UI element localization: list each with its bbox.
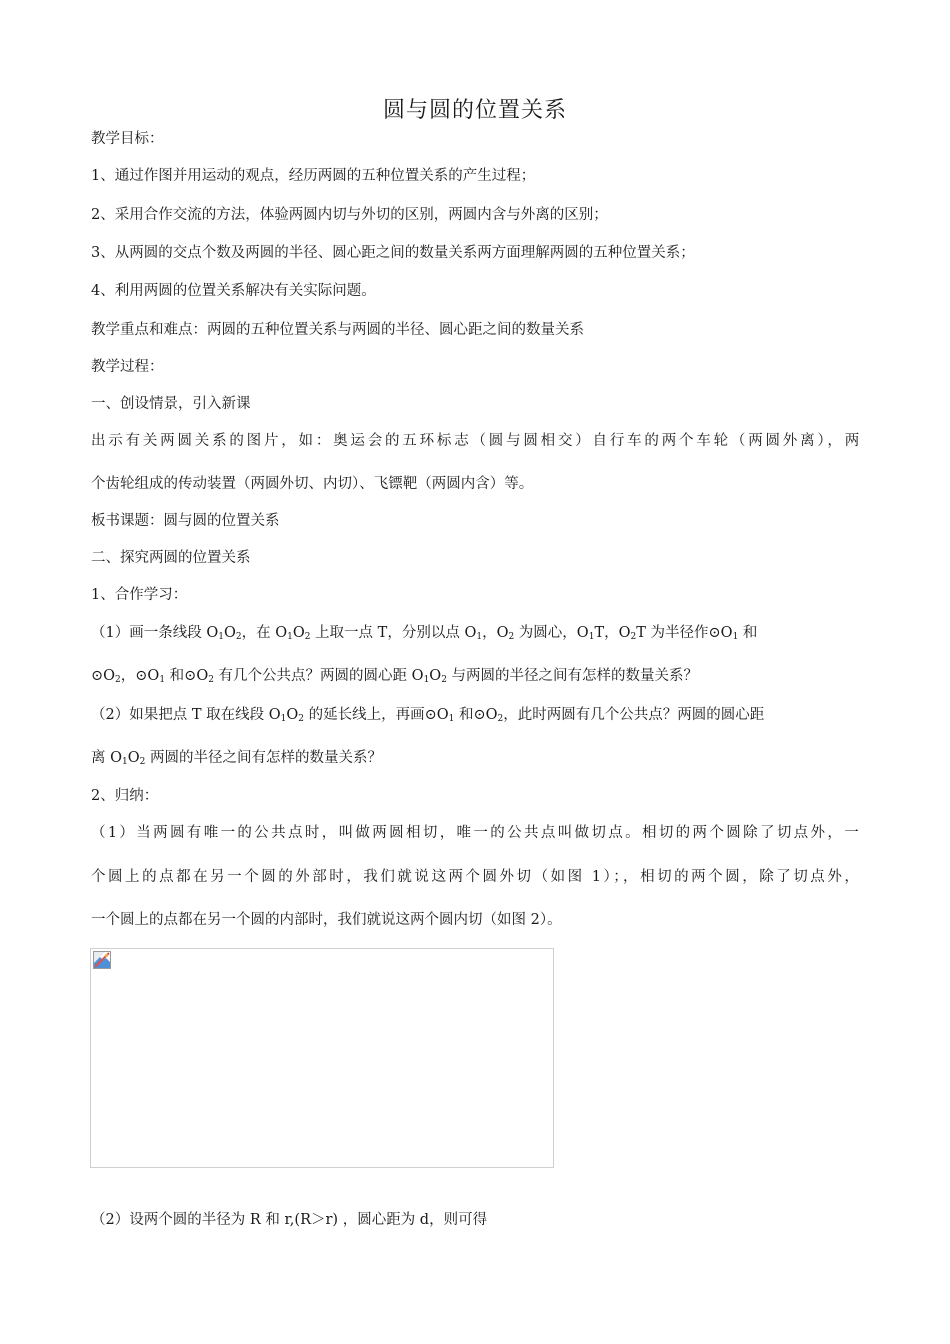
question-2-line-2: 离 $O_1O_2$ 两圆的半径之间有怎样的数量关系？ xyxy=(91,750,382,767)
section1-para-line-2: 个齿轮组成的传动装置（两圆外切、内切）、飞镖靶（两圆内含）等。 xyxy=(91,476,534,492)
coop-heading: 1、合作学习： xyxy=(91,587,188,603)
broken-image-icon xyxy=(93,951,111,969)
summary-para-line-3: 一个圆上的点都在另一个圆的内部时，我们就说这两个圆内切（如图 2）。 xyxy=(91,912,562,928)
key-points: 教学重点和难点：两圆的五种位置关系与两圆的半径、圆心距之间的数量关系 xyxy=(91,322,584,338)
figure-placeholder xyxy=(90,948,554,1168)
summary-heading: 2、归纳： xyxy=(91,788,159,804)
goals-heading: 教学目标： xyxy=(91,131,164,147)
section1-heading: 一、创设情景，引入新课 xyxy=(91,396,251,412)
question-1-line-1: （1）画一条线段 $O_1O_2$，在 $O_1O_2$ 上取一点 T，分别以点 $O_1$，$O_2$ 为圆心，$O_1T$，$O_2T$ 为半径作$⊙O_1$ 和 xyxy=(91,625,758,642)
goal-item-2: 2、采用合作交流的方法，体验两圆内切与外切的区别，两圆内含与外离的区别； xyxy=(91,207,608,223)
question-2-line-1: （2）如果把点 T 取在线段 $O_1O_2$ 的延长线上，再画$⊙O_1$ 和$⊙O_2$，此时两圆有几个公共点？两圆的圆心距 xyxy=(91,707,765,724)
goal-item-4: 4、利用两圆的位置关系解决有关实际问题。 xyxy=(91,283,376,299)
goal-item-3: 3、从两圆的交点个数及两圆的半径、圆心距之间的数量关系两方面理解两圆的五种位置关系； xyxy=(91,245,695,261)
section2-heading: 二、探究两圆的位置关系 xyxy=(91,550,251,566)
question-1-line-2: $⊙O_2$，$⊙O_1$ 和$⊙O_2$ 有几个公共点？两圆的圆心距 $O_1O_2$ 与两圆的半径之间有怎样的数量关系？ xyxy=(91,668,699,685)
process-heading: 教学过程： xyxy=(91,359,164,375)
goal-item-1: 1、通过作图并用运动的观点，经历两圆的五种位置关系的产生过程； xyxy=(91,168,536,184)
section1-para-line-1: 出示有关两圆关系的图片，如：奥运会的五环标志（圆与圆相交）自行车的两个车轮（两圆外离），两 xyxy=(91,433,863,449)
last-line: （2）设两个圆的半径为 R 和 r,(R＞r) ，圆心距为 d，则可得 xyxy=(91,1212,488,1228)
summary-para-line-2: 个圆上的点都在另一个圆的外部时，我们就说这两个圆外切（如图 1）；，相切的两个圆，除了切点外， xyxy=(91,869,862,885)
summary-para-line-1: （1）当两圆有唯一的公共点时，叫做两圆相切，唯一的公共点叫做切点。相切的两个圆除了切点外，一 xyxy=(91,825,862,841)
page-title: 圆与圆的位置关系 xyxy=(382,98,567,123)
board-title: 板书课题：圆与圆的位置关系 xyxy=(91,513,280,529)
